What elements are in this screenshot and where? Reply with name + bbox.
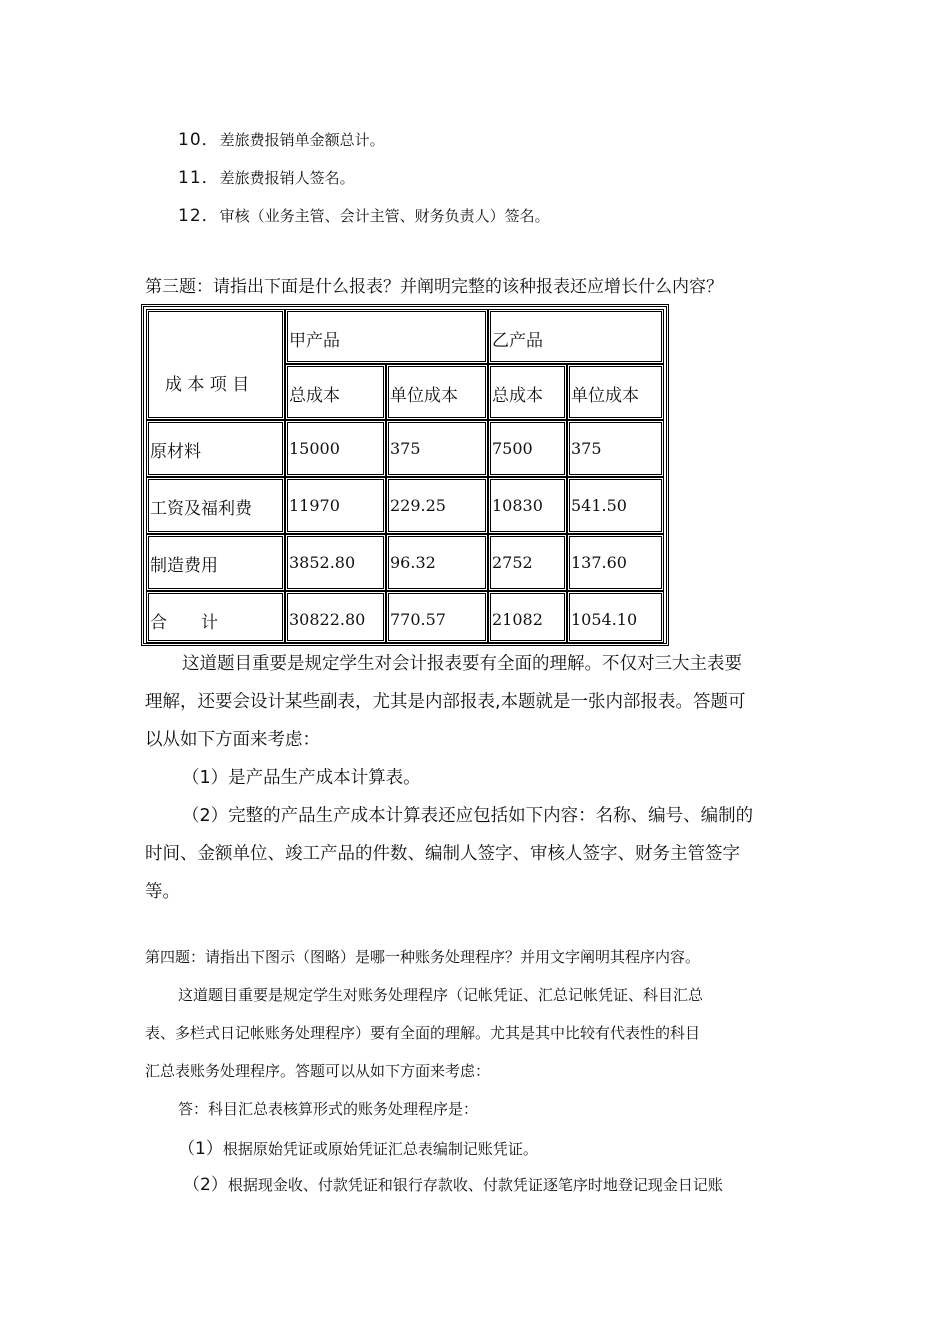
row-item-label: 合 计: [150, 613, 218, 633]
row-item-label: 制造费用: [150, 556, 218, 576]
b-total-value: 7500: [492, 439, 533, 458]
q3-answer-2-line1: （2）完整的产品生产成本计算表还应包括如下内容：名称、编号、编制的: [182, 806, 754, 826]
table-cell: [386, 420, 488, 477]
row-item-label: 原材料: [150, 442, 201, 462]
header-product-a: [285, 309, 488, 364]
table-cell: [567, 591, 664, 643]
q3-para-line1: 这道题目重要是规定学生对会计报表要有全面的理解。不仅对三大主表要: [182, 654, 742, 674]
subheader-a-unit: [386, 364, 488, 420]
a-unit-value: 375: [390, 439, 421, 458]
table-cell: [285, 420, 386, 477]
table-cell: [386, 591, 488, 643]
q3-para-line3: 以从如下方面来考虑：: [145, 730, 320, 750]
q4-para-line1: 这道题目重要是规定学生对账务处理程序（记帐凭证、汇总记帐凭证、科目汇总: [178, 986, 704, 1004]
list-text: 差旅费报销人签名。: [219, 169, 355, 187]
answer-text: 根据现金收、付款凭证和银行存款收、付款凭证逐笔序时地登记现金日记账: [227, 1176, 723, 1194]
q3-answer-2-line2: 时间、金额单位、竣工产品的件数、编制人签字、审核人签字、财务主管签字: [145, 844, 740, 864]
q3-answer-1: （1）是产品生产成本计算表。: [182, 768, 421, 788]
sub-unit-label: 单位成本: [571, 386, 639, 406]
a-total-value: 15000: [289, 439, 340, 458]
list-number: 10．: [178, 130, 220, 150]
table-cell: [488, 420, 567, 477]
list-item-10: [178, 125, 385, 150]
a-unit-value: 229.25: [390, 496, 446, 515]
answer-text: 根据原始凭证或原始凭证汇总表编制记账凭证。: [222, 1140, 538, 1158]
table-row-item: [146, 534, 285, 591]
a-total-value: 11970: [289, 496, 340, 515]
table-cell: [567, 420, 664, 477]
q3-answer-2-line3: 等。: [145, 882, 180, 902]
b-total-value: 21082: [492, 610, 543, 629]
q3-title: 第三题：请指出下面是什么报表？并阐明完整的该种报表还应增长什么内容？: [145, 277, 723, 297]
product-b-label: 乙产品: [492, 331, 543, 351]
list-text: 审核（业务主管、会计主管、财务负责人）签名。: [219, 207, 550, 225]
q4-answer-2: [183, 1170, 723, 1195]
q3-para-line2: 理解，还要会设计某些副表，尤其是内部报表,本题就是一张内部报表。答题可: [145, 692, 746, 712]
b-unit-value: 375: [571, 439, 602, 458]
table-cell: [285, 534, 386, 591]
table-cell: [488, 534, 567, 591]
b-unit-value: 541.50: [571, 496, 627, 515]
header-item-cell: [146, 309, 285, 420]
q4-answer-intro: 答：科目汇总表核算形式的账务处理程序是：: [178, 1100, 479, 1118]
a-unit-value: 96.32: [390, 553, 436, 572]
table-row-item: [146, 591, 285, 643]
a-total-value: 3852.80: [289, 553, 356, 572]
table-cell: [488, 477, 567, 534]
b-total-value: 2752: [492, 553, 533, 572]
sub-total-label: 总成本: [492, 386, 543, 406]
cost-table: [141, 304, 669, 646]
product-a-label: 甲产品: [289, 331, 340, 351]
subheader-b-unit: [567, 364, 664, 420]
table-row-item: [146, 420, 285, 477]
answer-number: （1）: [178, 1139, 223, 1159]
b-unit-value: 1054.10: [571, 610, 638, 629]
header-item-label: 成 本 项 目: [165, 375, 250, 395]
table-row-item: [146, 477, 285, 534]
list-text: 差旅费报销单金额总计。: [219, 131, 385, 149]
q4-para-line2: 表、多栏式日记帐账务处理程序）要有全面的理解。尤其是其中比较有代表性的科目: [145, 1024, 701, 1042]
list-item-12: [178, 201, 550, 226]
list-number: 11．: [178, 168, 220, 188]
a-unit-value: 770.57: [390, 610, 446, 629]
q4-para-line3: 汇总表账务处理程序。答题可以从如下方面来考虑：: [145, 1062, 491, 1080]
answer-number: （2）: [183, 1175, 228, 1195]
subheader-a-total: [285, 364, 386, 420]
subheader-b-total: [488, 364, 567, 420]
q4-title: 第四题：请指出下图示（图略）是哪一种账务处理程序？并用文字阐明其程序内容。: [145, 948, 701, 966]
table-cell: [285, 591, 386, 643]
row-item-label: 工资及福利费: [150, 499, 252, 519]
list-number: 12．: [178, 206, 220, 226]
list-item-11: [178, 163, 355, 188]
header-product-b: [488, 309, 664, 364]
sub-total-label: 总成本: [289, 386, 340, 406]
table-cell: [386, 534, 488, 591]
q4-answer-1: [178, 1134, 538, 1159]
sub-unit-label: 单位成本: [390, 386, 458, 406]
table-cell: [488, 591, 567, 643]
table-cell: [567, 534, 664, 591]
b-total-value: 10830: [492, 496, 543, 515]
table-cell: [567, 477, 664, 534]
table-cell: [386, 477, 488, 534]
a-total-value: 30822.80: [289, 610, 366, 629]
table-cell: [285, 477, 386, 534]
b-unit-value: 137.60: [571, 553, 627, 572]
